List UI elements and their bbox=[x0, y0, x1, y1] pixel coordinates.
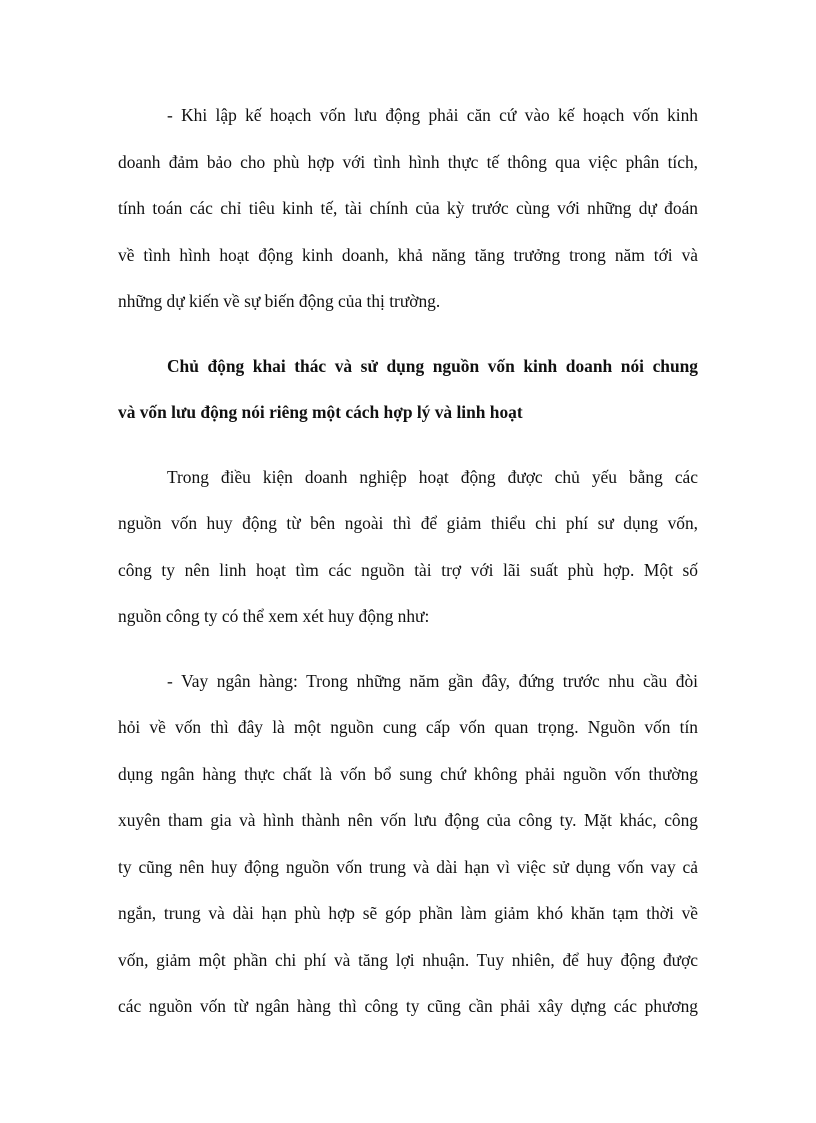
text-line: nguồn vốn huy động từ bên ngoài thì để giảm thiểu chi phí sư dụng vốn, bbox=[118, 513, 698, 533]
heading-line: Chủ động khai thác và sử dụng nguồn vốn kinh doanh nói chung bbox=[167, 355, 698, 376]
text-line: ngắn, trung và dài hạn phù hợp sẽ góp phần làm giảm khó khăn tạm thời về bbox=[118, 903, 698, 923]
text-line: tính toán các chỉ tiêu kinh tế, tài chính của kỳ trước cùng với những dự đoán bbox=[118, 198, 698, 218]
text-line: Trong điều kiện doanh nghiệp hoạt động được chủ yếu bằng các bbox=[167, 466, 698, 487]
paragraph-working-capital-plan bbox=[118, 98, 698, 318]
paragraph-spacer bbox=[118, 331, 698, 349]
paragraph-spacer bbox=[118, 442, 698, 460]
section-heading bbox=[118, 349, 698, 430]
text-line: - Vay ngân hàng: Trong những năm gần đây, đứng trước nhu cầu đòi bbox=[167, 670, 698, 691]
text-line: về tình hình hoạt động kinh doanh, khả năng tăng trưởng trong năm tới và bbox=[118, 244, 698, 265]
text-line: vốn, giảm một phần chi phí và tăng lợi nhuận. Tuy nhiên, để huy động được bbox=[118, 949, 698, 970]
text-line: ty cũng nên huy động nguồn vốn trung và dài hạn vì việc sử dụng vốn vay cả bbox=[118, 856, 698, 877]
text-line: doanh đảm bảo cho phù hợp với tình hình thực tế thông qua việc phân tích, bbox=[118, 151, 698, 172]
heading-line: và vốn lưu động nói riêng một cách hợp lý và linh hoạt bbox=[118, 402, 523, 422]
text-line: các nguồn vốn từ ngân hàng thì công ty cũng cần phải xây dựng các phương bbox=[118, 996, 698, 1016]
paragraph-spacer bbox=[118, 646, 698, 664]
document-page bbox=[118, 98, 698, 1036]
text-line: - Khi lập kế hoạch vốn lưu động phải căn cứ vào kế hoạch vốn kinh bbox=[167, 105, 698, 125]
paragraph-bank-loans bbox=[118, 664, 698, 1024]
paragraph-funding-sources bbox=[118, 460, 698, 634]
text-line: công ty nên linh hoạt tìm các nguồn tài trợ với lãi suất phù hợp. Một số bbox=[118, 559, 698, 580]
text-line: xuyên tham gia và hình thành nên vốn lưu động của công ty. Mặt khác, công bbox=[118, 810, 698, 830]
text-line: những dự kiến về sự biến động của thị trường. bbox=[118, 291, 441, 311]
text-line: hỏi về vốn thì đây là một nguồn cung cấp vốn quan trọng. Nguồn vốn tín bbox=[118, 717, 698, 737]
text-line: nguồn công ty có thể xem xét huy động như: bbox=[118, 606, 430, 626]
text-line: dụng ngân hàng thực chất là vốn bổ sung chứ không phải nguồn vốn thường bbox=[118, 763, 698, 784]
